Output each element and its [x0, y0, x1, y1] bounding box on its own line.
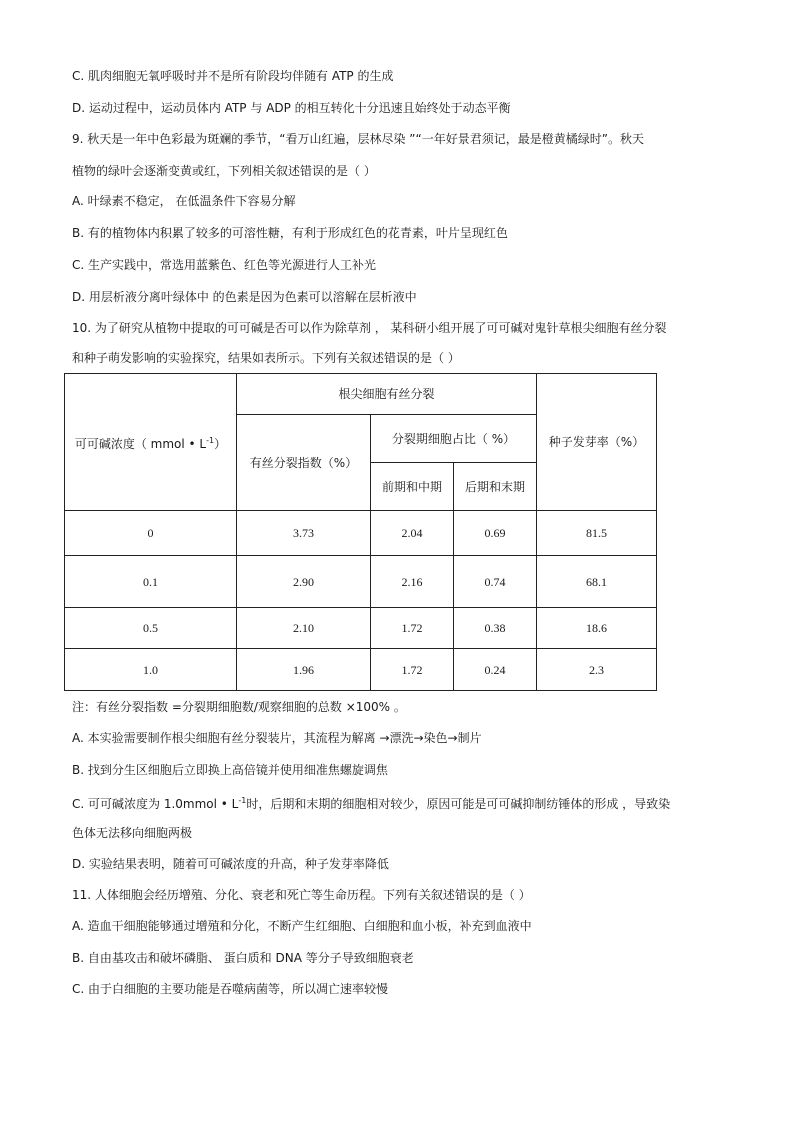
- cell-anaphase-telophase: 0.38: [454, 608, 537, 649]
- option-a-q9: A. 叶绿素不稳定， 在低温条件下容易分解: [72, 194, 296, 208]
- cell-germination: 68.1: [537, 556, 657, 608]
- header-phase-ratio: 分裂期细胞占比（ %）: [371, 415, 537, 463]
- cell-concentration: 0.1: [65, 556, 237, 608]
- header-germination-rate: 种子发芽率（%）: [537, 374, 657, 511]
- option-a-q10: A. 本实验需要制作根尖细胞有丝分裂装片，其流程为解离 →漂洗→染色→制片: [72, 731, 482, 745]
- option-c-q9: C. 生产实践中，常选用蓝紫色、红色等光源进行人工补光: [72, 258, 377, 272]
- cell-prophase-metaphase: 2.16: [371, 556, 454, 608]
- option-b-q10: B. 找到分生区细胞后立即换上高倍镜并使用细准焦螺旋调焦: [72, 763, 388, 777]
- option-c-q10: [72, 793, 670, 812]
- cell-anaphase-telophase: 0.69: [454, 511, 537, 556]
- question-11-stem: 11. 人体细胞会经历增殖、分化、衰老和死亡等生命历程。下列有关叙述错误的是（ ）: [72, 888, 531, 902]
- cell-concentration: 1.0: [65, 649, 237, 691]
- cell-mitotic-index: 1.96: [237, 649, 371, 691]
- question-10-stem: 10. 为了研究从植物中提取的可可碱是否可以作为除草剂 ， 某科研小组开展了可可碱对鬼针草根尖细胞有丝分裂: [72, 321, 667, 335]
- table-row: [65, 608, 657, 649]
- cell-concentration: 0: [65, 511, 237, 556]
- table-row: [65, 556, 657, 608]
- cell-prophase-metaphase: 1.72: [371, 649, 454, 691]
- table-row: [65, 511, 657, 556]
- results-table: [64, 373, 657, 691]
- header-mitotic-index: 有丝分裂指数（%）: [237, 415, 371, 511]
- question-10-stem-cont: 和种子萌发影响的实验探究，结果如表所示。下列有关叙述错误的是（ ）: [72, 351, 460, 365]
- table-note: 注：有丝分裂指数 =分裂期细胞数/观察细胞的总数 ×100% 。: [72, 700, 406, 714]
- cell-mitotic-index: 2.10: [237, 608, 371, 649]
- option-d-q10: D. 实验结果表明，随着可可碱浓度的升高，种子发芽率降低: [72, 857, 389, 871]
- option-c-q10-part1: C. 可可碱浓度为 1.0mmol • L: [72, 797, 239, 811]
- cell-anaphase-telophase: 0.24: [454, 649, 537, 691]
- table-row: [65, 649, 657, 691]
- cell-prophase-metaphase: 2.04: [371, 511, 454, 556]
- cell-germination: 2.3: [537, 649, 657, 691]
- option-d-q8: D. 运动过程中，运动员体内 ATP 与 ADP 的相互转化十分迅速且始终处于动态平衡: [72, 101, 511, 115]
- cell-anaphase-telophase: 0.74: [454, 556, 537, 608]
- header-concentration: 可可碱浓度（ mmol • $L^{-1}$）: [65, 374, 237, 511]
- option-c-q10-sup: -1: [238, 796, 247, 805]
- option-c-q10-part2: 时，后期和末期的细胞相对较少，原因可能是可可碱抑制纺锤体的形成 ，导致染: [246, 797, 671, 811]
- option-b-q11: B. 自由基攻击和破坏磷脂、 蛋白质和 DNA 等分子导致细胞衰老: [72, 951, 414, 965]
- option-a-q11: A. 造血干细胞能够通过增殖和分化，不断产生红细胞、白细胞和血小板，补充到血液中: [72, 919, 532, 933]
- option-d-q9: D. 用层析液分离叶绿体中 的色素是因为色素可以溶解在层析液中: [72, 290, 417, 304]
- cell-mitotic-index: 2.90: [237, 556, 371, 608]
- option-b-q9: B. 有的植物体内积累了较多的可溶性糖，有利于形成红色的花青素，叶片呈现红色: [72, 226, 508, 240]
- option-c-q8: C. 肌肉细胞无氧呼吸时并不是所有阶段均伴随有 ATP 的生成: [72, 69, 394, 83]
- cell-germination: 81.5: [537, 511, 657, 556]
- cell-mitotic-index: 3.73: [237, 511, 371, 556]
- header-prophase-metaphase: 前期和中期: [371, 463, 454, 511]
- cell-concentration: 0.5: [65, 608, 237, 649]
- cell-prophase-metaphase: 1.72: [371, 608, 454, 649]
- cell-germination: 18.6: [537, 608, 657, 649]
- question-9-stem: 9. 秋天是一年中色彩最为斑斓的季节，“看万山红遍，层林尽染 ”“一年好景君须记，最是橙黄橘绿时”。秋天: [72, 132, 644, 146]
- option-c-q10-cont: 色体无法移向细胞两极: [72, 826, 193, 840]
- question-9-stem-cont: 植物的绿叶会逐渐变黄或红，下列相关叙述错误的是（ ）: [72, 164, 376, 178]
- header-anaphase-telophase: 后期和末期: [454, 463, 537, 511]
- option-c-q11: C. 由于白细胞的主要功能是吞噬病菌等，所以凋亡速率较慢: [72, 982, 389, 996]
- header-root-tip-mitosis: 根尖细胞有丝分裂: [237, 374, 537, 415]
